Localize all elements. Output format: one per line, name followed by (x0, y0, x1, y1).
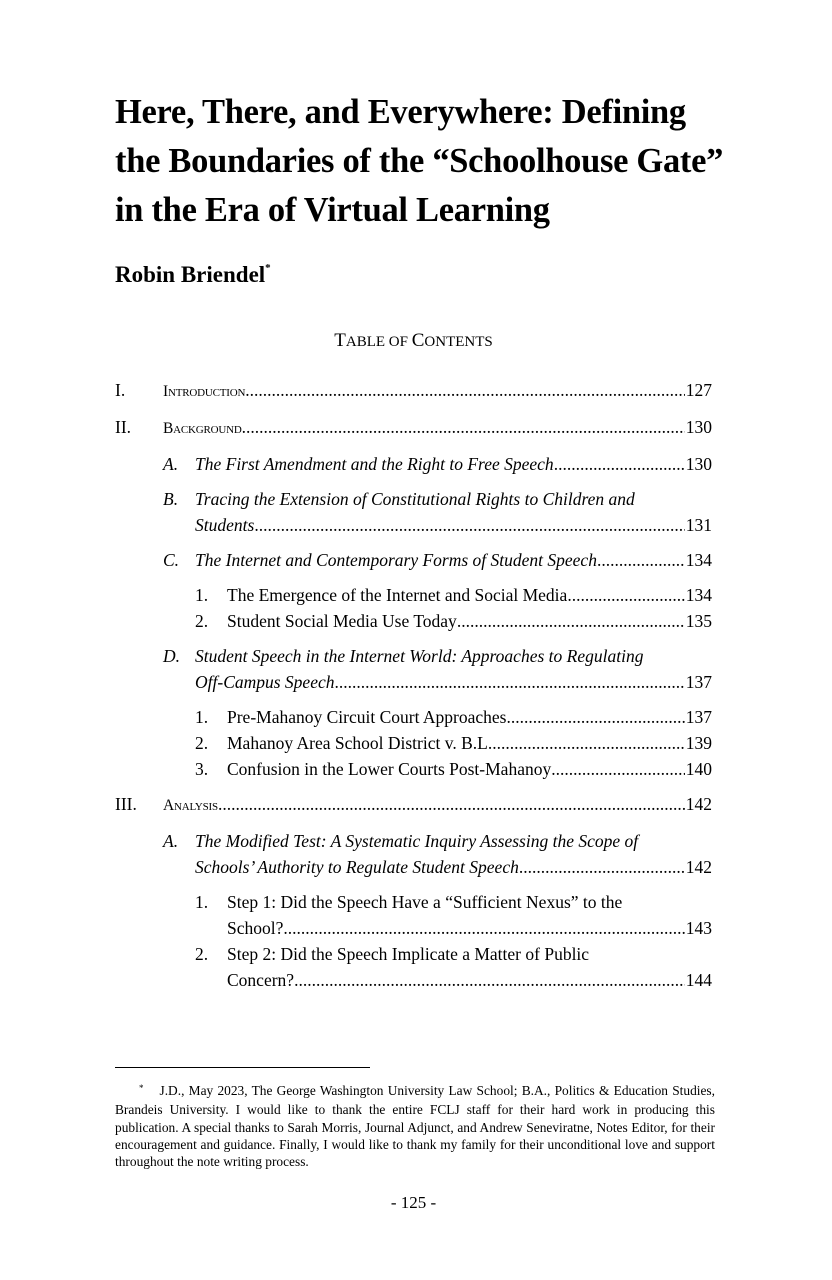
article-title: Here, There, and Everywhere: Defining the Boundaries of the “Schoolhouse Gate” in the Era of Virtual Learning (115, 93, 724, 229)
toc-entry-internet-student-speech (115, 547, 712, 573)
toc-entry-number: 1. (195, 892, 209, 912)
dot-leader (335, 669, 685, 695)
toc-entry-number: 2. (195, 611, 209, 631)
toc-entry-title: Confusion in the Lower Courts Post-Mahanoy (227, 759, 552, 779)
toc-entry-title: Analysis (163, 797, 218, 814)
toc-entry-title: The Internet and Contemporary Forms of Student Speech (195, 550, 597, 570)
toc-entry-title: Pre-Mahanoy Circuit Court Approaches (227, 707, 507, 727)
toc-entry-title-line-1: Step 1: Did the Speech Have a “Sufficient Nexus” to the (227, 892, 623, 912)
toc-entry-number: III. (115, 794, 137, 814)
toc-entry-title: The First Amendment and the Right to Free Speech (195, 454, 554, 474)
toc-entry-page: 134 (685, 585, 712, 605)
toc-entry-title-line-2: Schools’ Authority to Regulate Student Speech (195, 857, 519, 877)
author-footnote-mark: * (265, 262, 271, 275)
toc-entry-first-amendment (115, 451, 712, 477)
toc-entry-page: 137 (685, 672, 712, 692)
toc-heading-rest-1: ABLE OF (345, 334, 412, 350)
toc-entry-title-line-1: The Modified Test: A Systematic Inquiry Assessing the Scope of (195, 831, 639, 851)
toc-heading (115, 330, 712, 352)
toc-entry-modified-test (115, 828, 712, 880)
toc-entry-title-line-1: Tracing the Extension of Constitutional Rights to Children and (195, 489, 635, 509)
dot-leader (492, 730, 685, 756)
dot-leader (554, 451, 685, 477)
toc-entry-number: 3. (195, 759, 209, 779)
author-name-text: Robin Briendel (115, 262, 266, 287)
toc-entry-number: D. (163, 646, 181, 666)
toc-entry-number: 2. (195, 733, 209, 753)
toc-entry-page: 142 (685, 857, 712, 877)
toc-entry-number: 2. (195, 944, 209, 964)
toc-entry-step-1 (115, 889, 712, 941)
footnote-mark: * (139, 1083, 144, 1093)
footnote-text: J.D., May 2023, The George Washington University Law School; B.A., Politics & Education Studies, Brandeis University. I would like to thank the entire FCLJ staff for their hard work in producing this publication. A special thanks to Sarah Morris, Journal Adjunct, and Andrew Seneviratne, Notes Editor, for their encouragement and guidance. Finally, I would like to thank my family for their unconditional love and support throughout the note writing process. (115, 1083, 715, 1170)
dot-leader (283, 915, 684, 941)
toc-entry-background (115, 414, 712, 442)
toc-entry-number: II. (115, 417, 132, 437)
toc-heading-rest-2: ONTENTS (424, 334, 493, 350)
toc-entry-number: A. (163, 454, 179, 474)
dot-leader (597, 547, 685, 573)
toc-entry-page: 144 (685, 970, 712, 990)
toc-entry-title: Student Social Media Use Today (227, 611, 457, 631)
dot-leader (254, 512, 684, 538)
dot-leader (294, 967, 685, 993)
dot-leader (506, 704, 684, 730)
toc-entry-page: 130 (685, 417, 712, 437)
dot-leader (242, 414, 685, 440)
toc-entry-introduction (115, 377, 712, 405)
toc-heading-cap-1: T (334, 330, 346, 351)
toc-entry-page: 137 (685, 707, 712, 727)
page-number: - 125 - (390, 1193, 437, 1212)
toc-entry-page: 130 (685, 454, 712, 474)
dot-leader (218, 791, 685, 817)
toc-entry-page: 134 (685, 550, 712, 570)
toc-entry-title: Mahanoy Area School District v. B.L. (227, 733, 493, 753)
dot-leader (551, 756, 685, 782)
toc-entry-page: 142 (685, 794, 712, 814)
toc-entry-mahanoy-case (115, 730, 712, 756)
dot-leader (567, 582, 684, 608)
toc-entry-page: 139 (685, 733, 712, 753)
toc-entry-title-line-1: Step 2: Did the Speech Implicate a Matter of Public (227, 944, 590, 964)
toc-entry-title: The Emergence of the Internet and Social Media (227, 585, 568, 605)
toc-entry-social-media-use (115, 608, 712, 634)
toc-entry-number: 1. (195, 585, 209, 605)
toc-entry-title-line-2: Off-Campus Speech (195, 672, 335, 692)
toc-entry-constitutional-rights (115, 486, 712, 538)
toc-entry-post-mahanoy (115, 756, 712, 782)
toc-entry-page: 127 (685, 380, 712, 400)
footnote (115, 1082, 715, 1170)
toc-entry-emergence-internet (115, 582, 712, 608)
toc-entry-page: 135 (685, 611, 712, 631)
toc-entry-title: Background (163, 420, 242, 437)
toc-entry-analysis (115, 791, 712, 819)
toc-entry-title-line-2: Students (195, 515, 255, 535)
toc-entry-number: B. (163, 489, 179, 509)
dot-leader (457, 608, 685, 634)
toc-entry-pre-mahanoy (115, 704, 712, 730)
toc-heading-cap-2: C (411, 330, 425, 351)
toc-entry-number: A. (163, 831, 179, 851)
dot-leader (245, 377, 685, 403)
toc-entry-title-line-2: School? (227, 918, 284, 938)
toc-entry-title-line-1: Student Speech in the Internet World: Approaches to Regulating (195, 646, 644, 666)
dot-leader (519, 854, 685, 880)
toc-entry-page: 131 (685, 515, 712, 535)
table-of-contents (115, 377, 712, 993)
toc-entry-step-2 (115, 941, 712, 993)
toc-entry-title-line-2: Concern? (227, 970, 295, 990)
footnote-divider (115, 1067, 370, 1068)
toc-entry-internet-world (115, 643, 712, 695)
author-name (115, 262, 271, 288)
toc-entry-number: I. (115, 380, 126, 400)
toc-entry-page: 143 (685, 918, 712, 938)
toc-entry-number: 1. (195, 707, 209, 727)
toc-entry-page: 140 (685, 759, 712, 779)
toc-entry-number: C. (163, 550, 180, 570)
toc-entry-title: Introduction (163, 383, 246, 400)
